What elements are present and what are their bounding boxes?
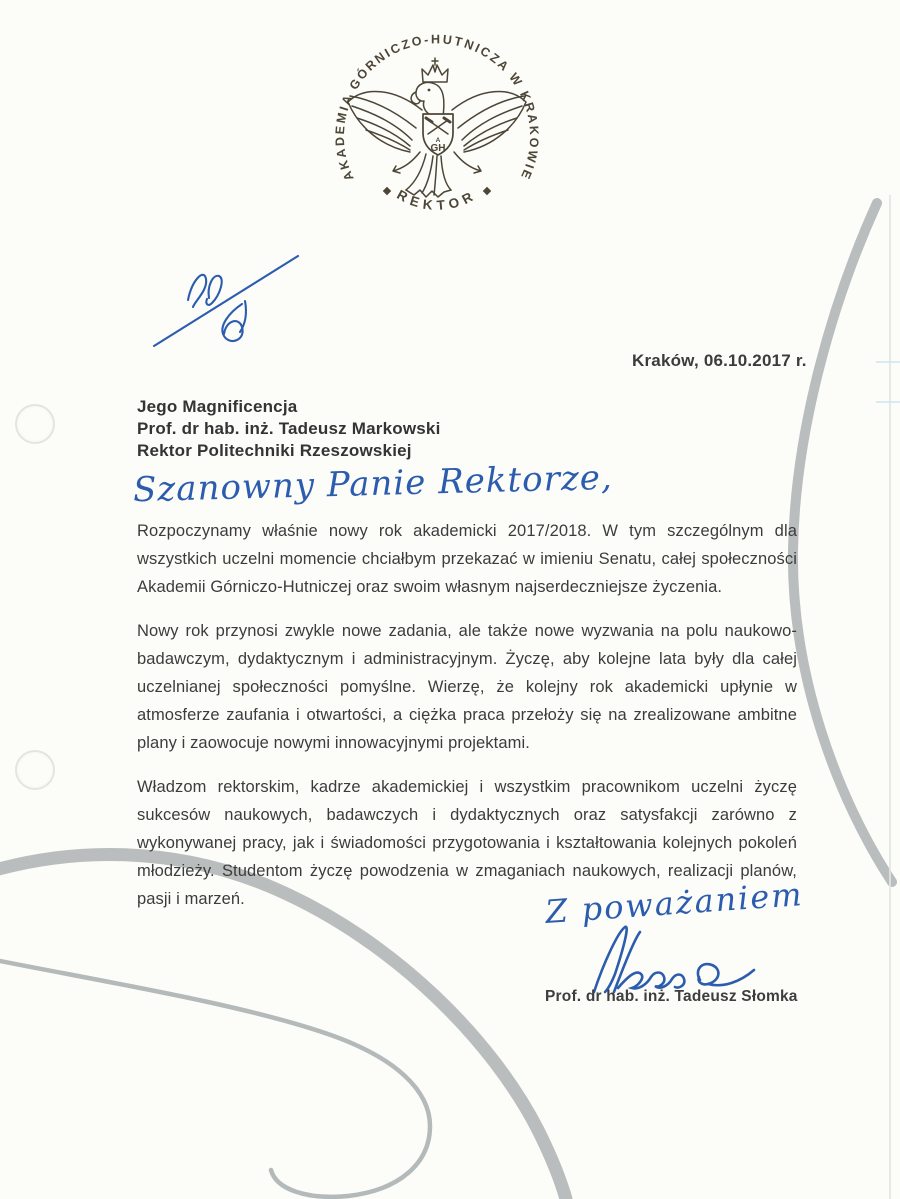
- scan-artifact-tick: [876, 361, 900, 363]
- addressee-block: [137, 396, 441, 462]
- handwritten-initials: [150, 246, 305, 354]
- paragraph-1: Rozpoczynamy właśnie nowy rok akademicki 2017/2018. W tym szczególnym dla wszystkich uczelni momencie chciałbym przekazać w imieniu Senatu, całej społeczności Akademii Górniczo-Hutniczej oraz swoim własnym najserdeczniejsze życzenia.: [137, 522, 797, 596]
- background-curve-bottom-thin: [0, 959, 430, 1197]
- background-curve-right: [793, 203, 892, 882]
- addressee-line-2: Prof. dr hab. inż. Tadeusz Markowski: [137, 419, 441, 438]
- paragraph-3: Władzom rektorskim, kadrze akademickiej i wszystkim pracownikom uczelni życzę sukcesów naukowych, badawczych i dydaktycznych oraz satysfakcji zarówno z wykonywanej pracy, jak i świadomości przygotowania i kształtowania kolejnych pokoleń młodzieży. Studentom życzę powodzenia w zmaganiach naukowych, realizacji planów, pasji i marzeń.: [137, 778, 797, 908]
- addressee-line-3: Rektor Politechniki Rzeszowskiej: [137, 441, 412, 460]
- university-seal: [322, 22, 552, 252]
- seal-monogram-gh: GH: [430, 143, 446, 154]
- eagle-emblem-icon: [348, 58, 526, 197]
- handwritten-salutation: Szanowny Panie Rektorze,: [132, 457, 614, 511]
- seal-monogram-a: A: [435, 137, 441, 144]
- seal-circular-text: AKADEMIA GÓRNICZO-HUTNICZA W KRAKOWIE: [332, 32, 542, 183]
- seal-diamond-right-icon: [483, 187, 491, 195]
- addressee-line-1: Jego Magnificencja: [137, 397, 298, 416]
- hole-punch-bottom: [15, 750, 55, 790]
- letter-body: [137, 517, 797, 929]
- scan-edge-line: [889, 195, 891, 1199]
- paragraph-2: Nowy rok przynosi zwykle nowe zadania, ale także nowe wyzwania na polu naukowo-badawczym, dydaktycznym i administracyjnym. Życzę, aby kolejne lata były dla całej uczelnianej społeczności pomyślne. Wierzę, że kolejny rok akademicki upłynie w atmosferze zaufania i otwartości, a ciężka praca przełoży się na zrealizowane ambitne plany i zaowocuje nowymi innowacyjnymi projektami.: [137, 622, 797, 752]
- signer-name: Prof. dr hab. inż. Tadeusz Słomka: [545, 988, 798, 1005]
- hole-punch-top: [15, 404, 55, 444]
- handwritten-valediction: Z poważaniem: [543, 875, 805, 931]
- seal-diamond-left-icon: [383, 187, 391, 195]
- seal-rektor-text: REKTOR: [394, 186, 480, 214]
- date-line: Kraków, 06.10.2017 r.: [632, 351, 807, 370]
- scan-artifact-tick: [876, 401, 900, 403]
